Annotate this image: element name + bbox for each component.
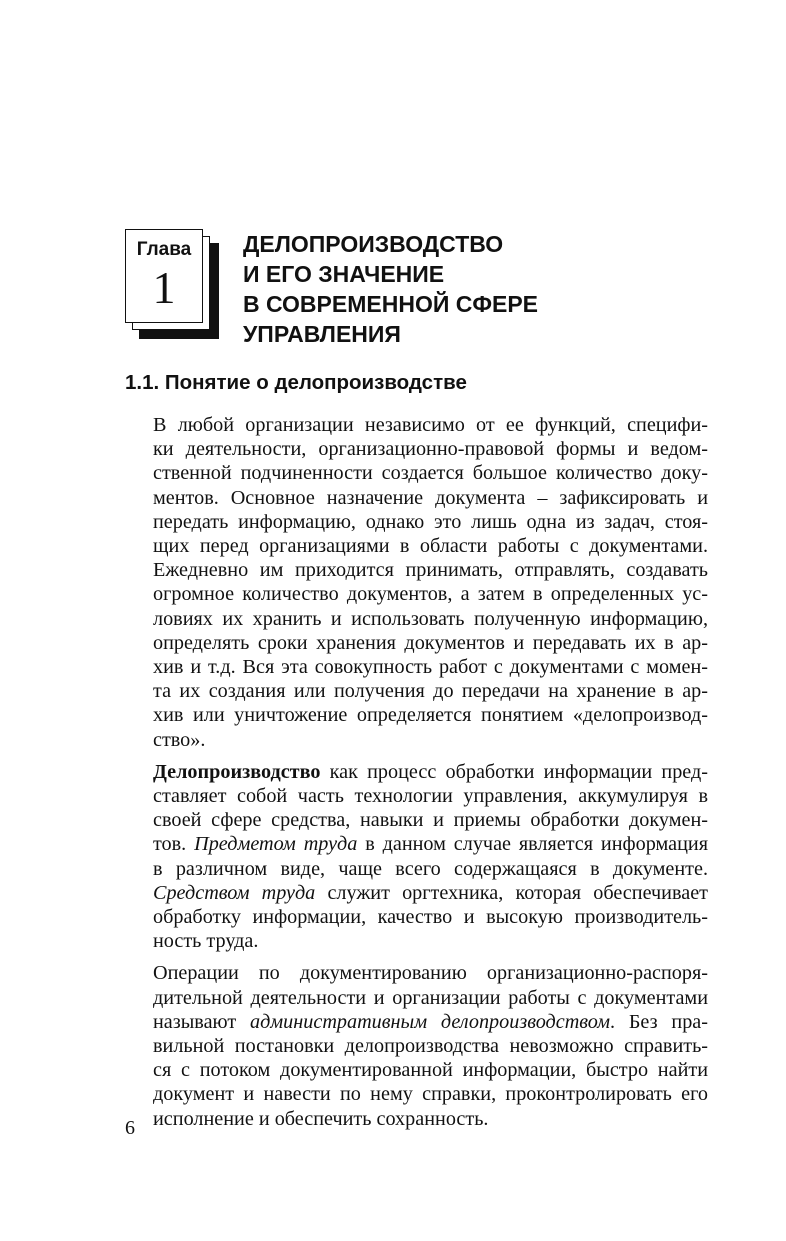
text-line: ментов. Основное назначение документа – зафиксировать и bbox=[153, 486, 708, 509]
text-line: определять сроки хранения документов и передавать их в ар- bbox=[153, 631, 708, 654]
text-line: ки деятельности, организационно-правовой формы и ведом- bbox=[153, 438, 708, 461]
text-line bbox=[125, 1010, 708, 1034]
text-run: тов. bbox=[153, 833, 195, 856]
term-bold: Делопроизводство bbox=[153, 760, 321, 783]
text-line: ственной подчиненности создается большое количество доку- bbox=[153, 462, 708, 485]
text-line: дительной деятельности и организации работы с документами bbox=[153, 986, 708, 1009]
text-line: щих перед организациями в области работы с документами. bbox=[153, 535, 708, 558]
text-run: . Без пра- bbox=[609, 1010, 708, 1033]
text-line: ность труда. bbox=[153, 930, 259, 953]
text-line bbox=[125, 760, 708, 784]
badge-front-frame bbox=[125, 229, 203, 323]
text-line: своей сфере средства, навыки и приемы обработки докумен- bbox=[153, 809, 708, 832]
text-line: ставляет собой часть технологии управления, аккумулируя в bbox=[153, 785, 708, 808]
text-line: ство». bbox=[153, 728, 206, 751]
text-line: вильной постановки делопроизводства невозможно справить- bbox=[153, 1035, 708, 1058]
term-italic: административным делопроизводством bbox=[249, 1010, 610, 1033]
chapter-title-line: В СОВРЕМЕННОЙ СФЕРЕ bbox=[243, 291, 539, 317]
chapter-label: Глава bbox=[136, 239, 192, 260]
text-line: Операции по документированию организационно-распоря- bbox=[153, 962, 708, 985]
paragraph-1 bbox=[125, 413, 708, 752]
text-line bbox=[125, 832, 708, 856]
chapter-badge bbox=[125, 229, 221, 341]
body-text bbox=[125, 413, 708, 1139]
chapter-title bbox=[243, 229, 663, 349]
chapter-title-line: УПРАВЛЕНИЯ bbox=[243, 321, 401, 347]
text-line: обработку информации, качество и высокую производитель- bbox=[153, 906, 708, 929]
page-number: 6 bbox=[125, 1117, 135, 1139]
text-line: передать информацию, однако это лишь одна из задач, стоя- bbox=[153, 510, 708, 533]
text-line: та их создания или получения до передачи на хранение в ар- bbox=[153, 680, 708, 703]
text-line: документ и навести по нему справки, проконтролировать его bbox=[153, 1083, 708, 1106]
paragraph-2 bbox=[125, 760, 708, 954]
text-line: ловиях их хранить и использовать полученную информацию, bbox=[153, 607, 708, 630]
text-line: ся с потоком документированной информации, быстро найти bbox=[153, 1059, 708, 1082]
text-line: хив или уничтожение определяется понятием «делопроизвод- bbox=[153, 704, 708, 727]
term-italic: Предметом труда bbox=[194, 833, 358, 856]
paragraph-3 bbox=[125, 961, 708, 1130]
chapter-number: 1 bbox=[152, 262, 176, 313]
chapter-title-line: И ЕГО ЗНАЧЕНИЕ bbox=[243, 261, 445, 287]
text-run: как процесс обработки информации пред- bbox=[320, 760, 708, 783]
section-title: 1.1. Понятие о делопроизводстве bbox=[125, 371, 467, 394]
text-line bbox=[125, 881, 708, 905]
text-line: в различном виде, чаще всего содержащаяся в документе. bbox=[153, 857, 708, 880]
text-run: в данном случае является информация bbox=[357, 833, 708, 856]
term-italic: Средством труда bbox=[153, 881, 316, 904]
text-line: Ежедневно им приходится принимать, отправлять, создавать bbox=[153, 559, 708, 582]
text-run: называют bbox=[153, 1010, 250, 1033]
text-line: хив и т.д. Вся эта совокупность работ с документами с момен- bbox=[153, 656, 708, 679]
text-line: В любой организации независимо от ее функций, специфи- bbox=[153, 414, 708, 436]
text-run: служит оргтехника, которая обеспечивает bbox=[315, 881, 708, 904]
chapter-title-line: ДЕЛОПРОИЗВОДСТВО bbox=[243, 231, 504, 257]
text-line: огромное количество документов, а затем в определенных ус- bbox=[153, 583, 708, 606]
text-line: исполнение и обеспечить сохранность. bbox=[153, 1107, 489, 1130]
